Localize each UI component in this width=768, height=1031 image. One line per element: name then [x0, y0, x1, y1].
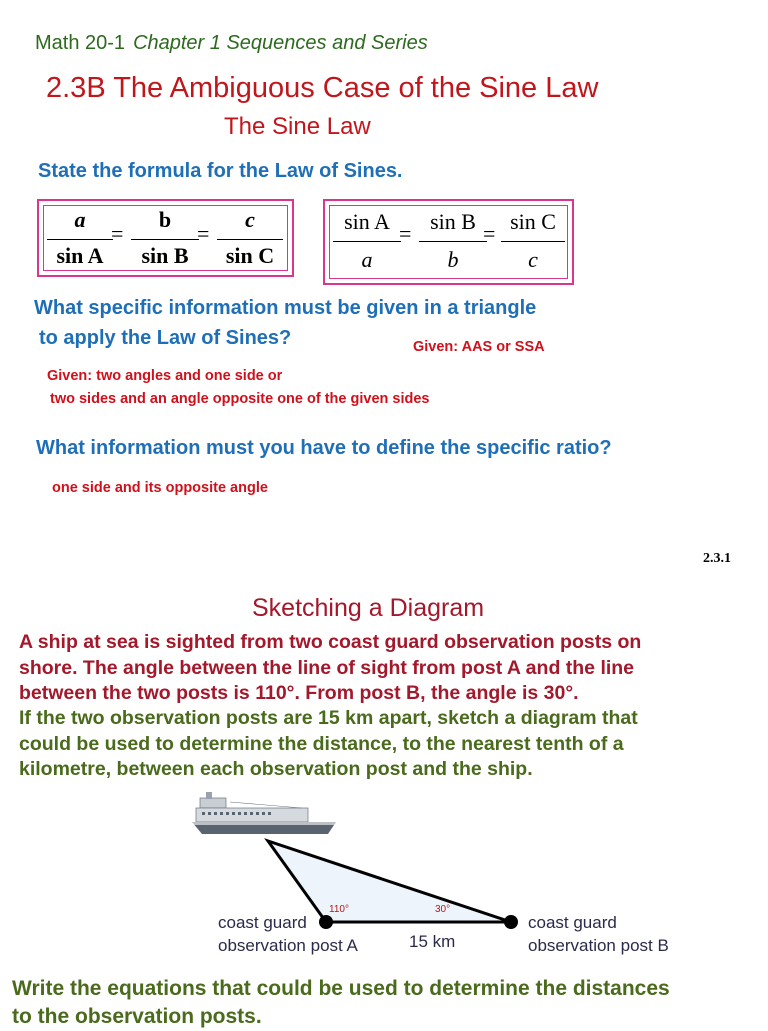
- header-line: [35, 32, 428, 55]
- problem-line: between the two posts is 110°. From post B, the angle is 30°.: [19, 682, 579, 704]
- formula-box-sides-over-sines: [37, 199, 294, 277]
- fraction-sin-a: sin A a: [333, 207, 401, 277]
- final-question-line2: to the observation posts.: [12, 1005, 262, 1028]
- chapter-name: Chapter 1 Sequences and Series: [133, 32, 428, 54]
- final-question: [12, 975, 670, 1031]
- answer-side-and-angle: one side and its opposite angle: [52, 480, 268, 496]
- equals-sign: =: [399, 221, 412, 246]
- instruction-line: If the two observation posts are 15 km apart, sketch a diagram that: [19, 707, 638, 729]
- question-law-of-sines: State the formula for the Law of Sines.: [38, 160, 403, 182]
- angle-a-label: 110°: [329, 904, 349, 915]
- fraction-c: c sin C: [217, 205, 283, 271]
- final-question-line1: Write the equations that could be used to determine the distances: [12, 977, 670, 1000]
- question-specific-ratio: What information must you have to define the specific ratio?: [36, 437, 612, 459]
- page-number: 2.3.1: [703, 551, 731, 566]
- course-name: Math 20-1: [35, 32, 126, 54]
- ship-illustration: [192, 792, 336, 834]
- angle-b-label: 30°: [435, 904, 451, 915]
- problem-line: shore. The angle between the line of sight from post A and the line: [19, 656, 635, 679]
- answer-aas-ssa: Given: AAS or SSA: [413, 339, 545, 355]
- triangle-shape: [268, 841, 511, 922]
- question-given-info-line1: What specific information must be given in a triangle: [34, 297, 537, 319]
- distance-label: 15 km: [409, 932, 456, 951]
- page-title: 2.3B The Ambiguous Case of the Sine Law: [46, 72, 599, 104]
- fraction-a: a sin A: [47, 205, 113, 271]
- instruction-line: kilometre, between each observation post and the ship.: [19, 758, 533, 780]
- question-given-info-line2: to apply the Law of Sines?: [39, 327, 292, 349]
- post-b-point: [504, 915, 518, 929]
- post-b-label-line2: observation post B: [528, 936, 669, 955]
- problem-line: A ship at sea is sighted from two coast guard observation posts on: [19, 631, 642, 653]
- section-heading: Sketching a Diagram: [252, 594, 485, 622]
- problem-instructions: [19, 706, 749, 783]
- post-a-label-line2: observation post A: [218, 936, 358, 955]
- post-b-label-line1: coast guard: [528, 913, 617, 932]
- fraction-sin-b: sin B b: [419, 207, 487, 277]
- equals-sign: =: [483, 221, 496, 246]
- answer-given-line2: two sides and an angle opposite one of the given sides: [50, 391, 430, 407]
- post-a-label-line1: coast guard: [218, 913, 307, 932]
- fraction-sin-c: sin C c: [501, 207, 565, 277]
- problem-paragraph: [19, 630, 749, 707]
- equals-sign: =: [197, 221, 210, 246]
- equals-sign: =: [111, 221, 124, 246]
- page-subtitle: The Sine Law: [224, 113, 371, 140]
- formula-box-sines-over-sides: [323, 199, 574, 285]
- fraction-b: b sin B: [131, 205, 199, 271]
- answer-given-line1: Given: two angles and one side or: [47, 368, 283, 384]
- instruction-line: could be used to determine the distance, to the nearest tenth of a: [19, 732, 624, 755]
- post-a-point: [319, 915, 333, 929]
